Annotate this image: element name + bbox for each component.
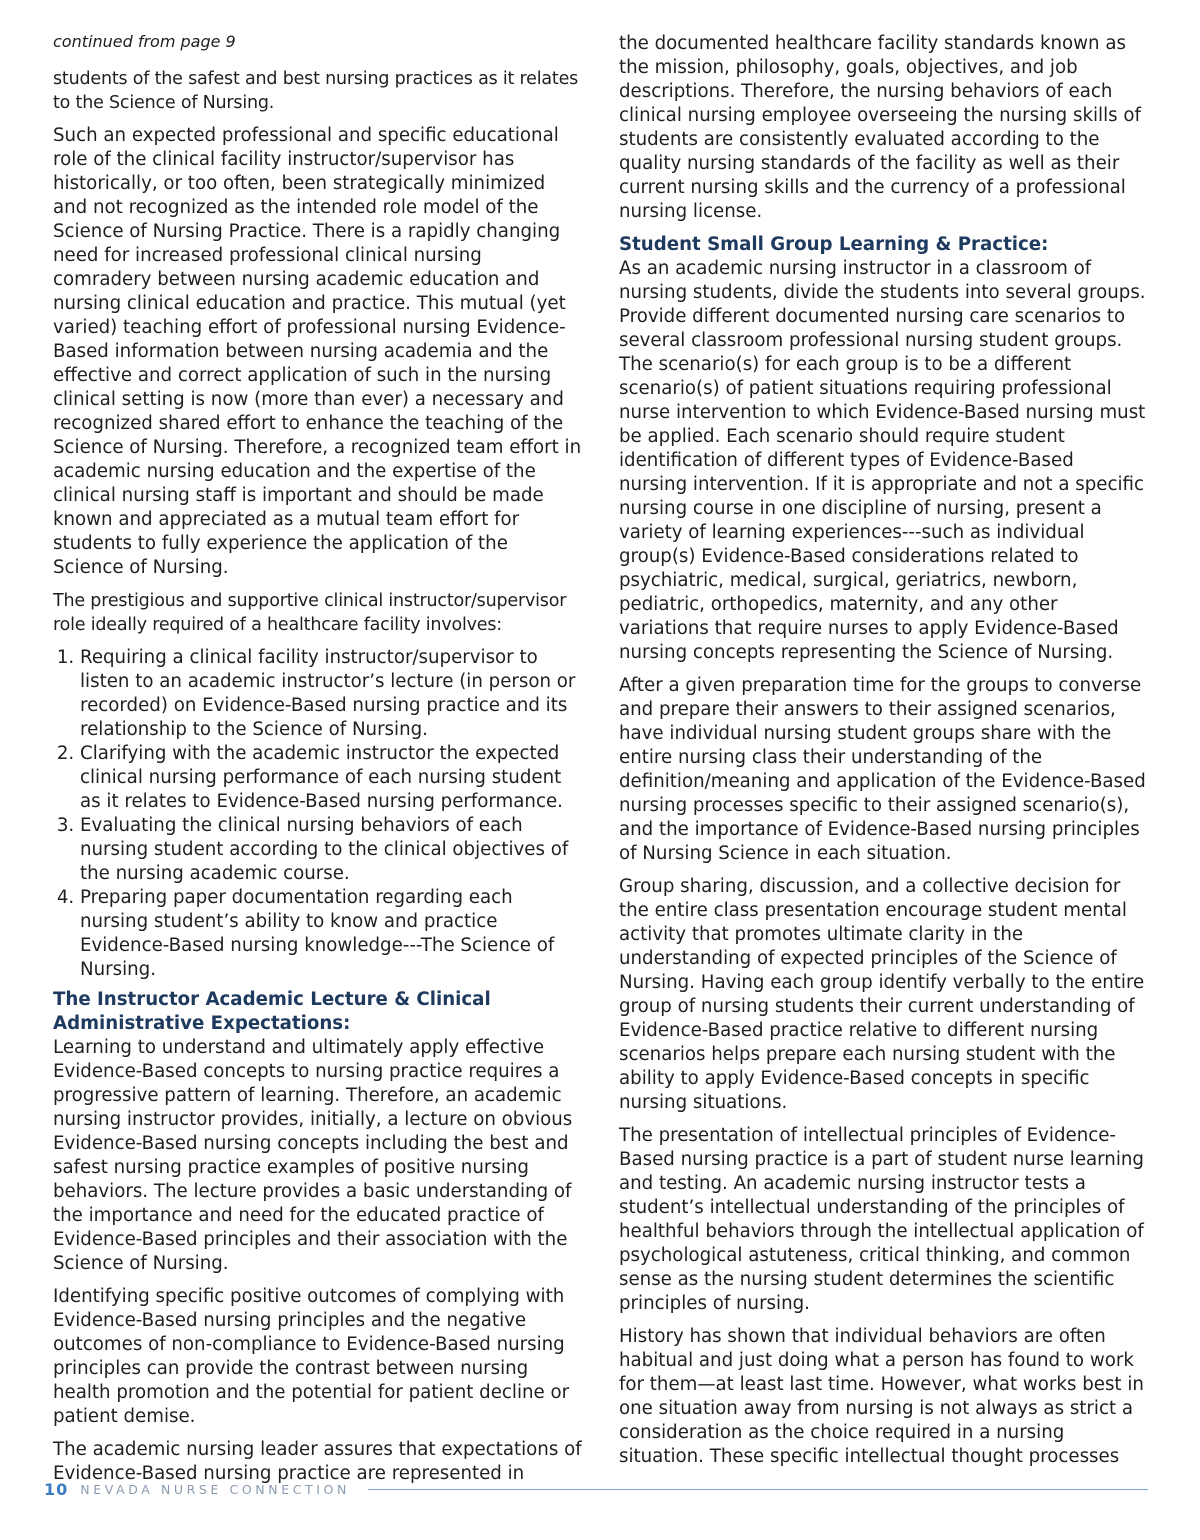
left-column xyxy=(53,32,583,1495)
paragraph: The academic nursing leader assures that expectations of Evidence-Based nursing practice are represented in xyxy=(53,1439,582,1484)
list-item: 4. Preparing paper documentation regarding each nursing student’s ability to know and practice Evidence-Based nursing knowledge---The Science of Nursing. xyxy=(80,886,583,982)
section-heading: The Instructor Academic Lecture & Clinical Administrative Expectations: xyxy=(53,989,491,1034)
publication-name: NEVADA NURSE CONNECTION xyxy=(80,1481,350,1497)
list-item: 3. Evaluating the clinical nursing behaviors of each nursing student according to the clinical objectives of the nursing academic course. xyxy=(80,814,583,886)
list-item: 1. Requiring a clinical facility instructor/supervisor to listen to an academic instructor’s lecture (in person or recorded) on Evidence-Based nursing practice and its relationship to the Science of Nursing. xyxy=(80,646,583,742)
page-footer xyxy=(44,1479,1148,1499)
paragraph: Identifying specific positive outcomes of complying with Evidence-Based nursing principles and the negative outcomes of non-compliance to Evidence-Based nursing principles can provide the contrast between nursing health promotion and the potential for patient decline or patient demise. xyxy=(53,1286,570,1427)
paragraph: The prestigious and supportive clinical instructor/supervisor role ideally required of a healthcare facility involves: xyxy=(53,591,567,635)
section-heading: Student Small Group Learning & Practice: xyxy=(619,234,1049,255)
continued-note: continued from page 9 xyxy=(53,32,236,51)
paragraph: students of the safest and best nursing practices as it relates to the Science of Nursing. xyxy=(53,69,579,113)
right-column xyxy=(619,32,1147,1478)
numbered-list xyxy=(53,646,583,982)
list-item: 2. Clarifying with the academic instructor the expected clinical nursing performance of each nursing student as it relates to Evidence-Based nursing performance. xyxy=(80,742,583,814)
paragraph: The presentation of intellectual principles of Evidence-Based nursing practice is a part of student nurse learning and testing. An academic nursing instructor tests a student’s intellectual understanding of the principles of healthful behaviors through the intellectual application of psychological astuteness, critical thinking, and common sense as the nursing student determines the scientific principles of nursing. xyxy=(619,1125,1144,1314)
page-number: 10 xyxy=(44,1479,69,1499)
footer-rule xyxy=(368,1489,1148,1490)
paragraph: History has shown that individual behaviors are often habitual and just doing what a person has found to work for them—at least last time. However, what works best in one situation away from nursing is not always as strict a consideration as the choice required in a nursing situation. These specific intellectual thought processes xyxy=(619,1326,1144,1467)
paragraph: Such an expected professional and specific educational role of the clinical facility instructor/supervisor has historically, or too often, been strategically minimized and not recognized as the intended role model of the Science of Nursing Practice. There is a rapidly changing need for increased professional clinical nursing comradery between nursing academic education and nursing clinical education and practice. This mutual (yet varied) teaching effort of professional nursing Evidence-Based information between nursing academia and the effective and correct application of such in the nursing clinical setting is now (more than ever) a necessary and recognized shared effort to enhance the teaching of the Science of Nursing. Therefore, a recognized team effort in academic nursing education and the expertise of the clinical nursing staff is important and should be made known and appreciated as a mutual team effort for students to fully experience the application of the Science of Nursing. xyxy=(53,125,582,578)
paragraph: the documented healthcare facility standards known as the mission, philosophy, goals, objectives, and job descriptions. Therefore, the nursing behaviors of each clinical nursing employee overseeing the nursing skills of students are consistently evaluated according to the quality nursing standards of the facility as well as their current nursing skills and the currency of a professional nursing license. xyxy=(619,33,1141,222)
paragraph: Group sharing, discussion, and a collective decision for the entire class presentation encourage student mental activity that promotes ultimate clarity in the understanding of expected principles of the Science of Nursing. Having each group identify verbally to the entire group of nursing students their current understanding of Evidence-Based practice relative to different nursing scenarios helps prepare each nursing student with the ability to apply Evidence-Based concepts in specific nursing situations. xyxy=(619,876,1145,1113)
paragraph: After a given preparation time for the groups to converse and prepare their answers to their assigned scenarios, have individual nursing student groups share with the entire nursing class their understanding of the definition/meaning and application of the Evidence-Based nursing processes specific to their assigned scenario(s), and the importance of Evidence-Based nursing principles of Nursing Science in each situation. xyxy=(619,675,1146,864)
paragraph: As an academic nursing instructor in a classroom of nursing students, divide the students into several groups. Provide different documented nursing care scenarios to several classroom professional nursing student groups. The scenario(s) for each group is to be a different scenario(s) of patient situations requiring professional nurse intervention to which Evidence-Based nursing must be applied. Each scenario should require student identification of different types of Evidence-Based nursing intervention. If it is appropriate and not a specific nursing course in one discipline of nursing, present a variety of learning experiences---such as individual group(s) Evidence-Based considerations related to psychiatric, medical, surgical, geriatrics, newborn, pediatric, orthopedics, maternity, and any other variations that require nurses to apply Evidence-Based nursing concepts representing the Science of Nursing. xyxy=(619,258,1146,663)
paragraph: Learning to understand and ultimately apply effective Evidence-Based concepts to nursing practice requires a progressive pattern of learning. Therefore, an academic nursing instructor provides, initially, a lecture on obvious Evidence-Based nursing concepts including the best and safest nursing practice examples of positive nursing behaviors. The lecture provides a basic understanding of the importance and need for the educated practice of Evidence-Based principles and their association with the Science of Nursing. xyxy=(53,1037,573,1274)
